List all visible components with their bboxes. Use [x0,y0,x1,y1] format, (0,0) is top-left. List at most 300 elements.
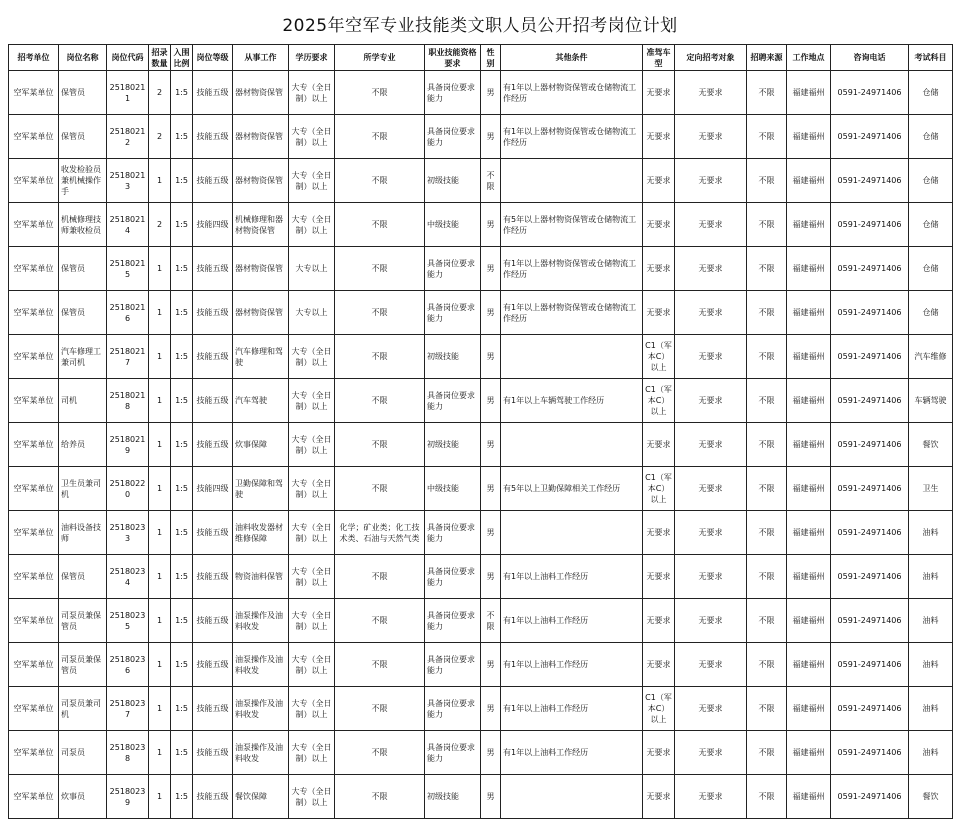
cell-gender: 男 [481,379,501,423]
cell-location: 福建福州 [787,555,831,599]
table-row [9,467,953,511]
cell-subject: 车辆驾驶 [909,379,953,423]
cell-phone: 0591-24971406 [831,291,909,335]
table-row [9,643,953,687]
cell-other: 有1年以上油料工作经历 [501,687,643,731]
cell-subject: 仓储 [909,115,953,159]
table-row [9,71,953,115]
cell-quantity: 1 [149,599,171,643]
cell-phone: 0591-24971406 [831,379,909,423]
cell-code: 25180233 [107,511,149,555]
cell-code: 25180212 [107,115,149,159]
cell-quantity: 1 [149,555,171,599]
cell-quantity: 1 [149,511,171,555]
table-row [9,159,953,203]
cell-skill: 具备岗位要求能力 [425,687,481,731]
cell-phone: 0591-24971406 [831,599,909,643]
cell-level: 技能五级 [193,599,233,643]
cell-source: 不限 [747,159,787,203]
cell-ratio: 1:5 [171,555,193,599]
cell-quantity: 1 [149,423,171,467]
cell-subject: 餐饮 [909,775,953,819]
header-position: 岗位名称 [59,45,107,71]
table-row [9,731,953,775]
cell-target: 无要求 [675,291,747,335]
cell-education: 大专（全日制）以上 [289,335,335,379]
cell-position: 司机 [59,379,107,423]
cell-ratio: 1:5 [171,643,193,687]
cell-position: 司泵员兼司机 [59,687,107,731]
cell-level: 技能五级 [193,687,233,731]
cell-skill: 具备岗位要求能力 [425,247,481,291]
cell-position: 卫生员兼司机 [59,467,107,511]
cell-license: 无要求 [643,511,675,555]
cell-ratio: 1:5 [171,775,193,819]
cell-quantity: 1 [149,775,171,819]
cell-work: 油泵操作及油料收发 [233,687,289,731]
cell-code: 25180213 [107,159,149,203]
cell-quantity: 1 [149,643,171,687]
cell-location: 福建福州 [787,159,831,203]
cell-unit: 空军某单位 [9,511,59,555]
cell-code: 25180215 [107,247,149,291]
cell-major: 不限 [335,687,425,731]
header-other: 其他条件 [501,45,643,71]
cell-major: 不限 [335,71,425,115]
cell-phone: 0591-24971406 [831,247,909,291]
cell-ratio: 1:5 [171,335,193,379]
cell-education: 大专（全日制）以上 [289,379,335,423]
cell-level: 技能五级 [193,775,233,819]
cell-education: 大专（全日制）以上 [289,467,335,511]
cell-source: 不限 [747,335,787,379]
cell-skill: 具备岗位要求能力 [425,115,481,159]
header-code: 岗位代码 [107,45,149,71]
cell-unit: 空军某单位 [9,555,59,599]
cell-level: 技能五级 [193,511,233,555]
cell-education: 大专（全日制）以上 [289,775,335,819]
cell-ratio: 1:5 [171,687,193,731]
cell-level: 技能四级 [193,203,233,247]
cell-location: 福建福州 [787,687,831,731]
cell-source: 不限 [747,71,787,115]
cell-code: 25180236 [107,643,149,687]
cell-ratio: 1:5 [171,511,193,555]
cell-unit: 空军某单位 [9,731,59,775]
cell-subject: 仓储 [909,247,953,291]
cell-education: 大专（全日制）以上 [289,203,335,247]
table-row [9,775,953,819]
cell-level: 技能五级 [193,335,233,379]
cell-quantity: 1 [149,731,171,775]
cell-work: 器材物资保管 [233,247,289,291]
cell-source: 不限 [747,643,787,687]
cell-gender: 男 [481,423,501,467]
cell-source: 不限 [747,511,787,555]
cell-position: 司泵员兼保管员 [59,599,107,643]
cell-quantity: 1 [149,159,171,203]
cell-license: 无要求 [643,423,675,467]
cell-other: 有5年以上卫勤保障相关工作经历 [501,467,643,511]
cell-position: 司泵员兼保管员 [59,643,107,687]
cell-work: 器材物资保管 [233,71,289,115]
cell-target: 无要求 [675,511,747,555]
cell-unit: 空军某单位 [9,423,59,467]
cell-position: 保管员 [59,71,107,115]
cell-major: 不限 [335,115,425,159]
cell-major: 化学；矿业类；化工技术类、石油与天然气类 [335,511,425,555]
cell-ratio: 1:5 [171,159,193,203]
cell-gender: 男 [481,687,501,731]
cell-level: 技能五级 [193,731,233,775]
cell-ratio: 1:5 [171,203,193,247]
table-row [9,335,953,379]
cell-major: 不限 [335,379,425,423]
cell-skill: 初级技能 [425,159,481,203]
cell-unit: 空军某单位 [9,643,59,687]
cell-position: 保管员 [59,291,107,335]
cell-code: 25180217 [107,335,149,379]
cell-gender: 男 [481,203,501,247]
cell-other: 有1年以上车辆驾驶工作经历 [501,379,643,423]
table-row [9,247,953,291]
cell-location: 福建福州 [787,731,831,775]
cell-unit: 空军某单位 [9,291,59,335]
cell-code: 25180234 [107,555,149,599]
header-unit: 招考单位 [9,45,59,71]
cell-target: 无要求 [675,379,747,423]
cell-work: 汽车驾驶 [233,379,289,423]
cell-target: 无要求 [675,71,747,115]
cell-source: 不限 [747,599,787,643]
cell-work: 油泵操作及油料收发 [233,731,289,775]
cell-education: 大专（全日制）以上 [289,71,335,115]
cell-phone: 0591-24971406 [831,159,909,203]
cell-gender: 男 [481,731,501,775]
cell-position: 汽车修理工兼司机 [59,335,107,379]
cell-license: 无要求 [643,291,675,335]
cell-skill: 初级技能 [425,775,481,819]
cell-skill: 具备岗位要求能力 [425,555,481,599]
cell-subject: 仓储 [909,291,953,335]
cell-license: 无要求 [643,71,675,115]
cell-source: 不限 [747,379,787,423]
header-quantity: 招录数量 [149,45,171,71]
cell-phone: 0591-24971406 [831,643,909,687]
cell-unit: 空军某单位 [9,775,59,819]
cell-skill: 具备岗位要求能力 [425,291,481,335]
cell-other: 有1年以上器材物资保管或仓储物流工作经历 [501,115,643,159]
cell-education: 大专（全日制）以上 [289,731,335,775]
cell-source: 不限 [747,467,787,511]
cell-license: C1（军本C）以上 [643,379,675,423]
cell-quantity: 2 [149,115,171,159]
cell-quantity: 1 [149,687,171,731]
cell-location: 福建福州 [787,115,831,159]
cell-ratio: 1:5 [171,291,193,335]
cell-quantity: 2 [149,203,171,247]
cell-skill: 具备岗位要求能力 [425,599,481,643]
cell-major: 不限 [335,599,425,643]
cell-location: 福建福州 [787,71,831,115]
cell-subject: 餐饮 [909,423,953,467]
cell-source: 不限 [747,247,787,291]
cell-quantity: 1 [149,247,171,291]
cell-license: 无要求 [643,203,675,247]
cell-level: 技能四级 [193,467,233,511]
cell-major: 不限 [335,775,425,819]
cell-gender: 男 [481,467,501,511]
cell-location: 福建福州 [787,247,831,291]
cell-code: 25180216 [107,291,149,335]
cell-phone: 0591-24971406 [831,71,909,115]
cell-education: 大专（全日制）以上 [289,555,335,599]
cell-code: 25180239 [107,775,149,819]
cell-phone: 0591-24971406 [831,775,909,819]
cell-subject: 仓储 [909,71,953,115]
header-ratio: 入围比例 [171,45,193,71]
cell-position: 保管员 [59,115,107,159]
cell-code: 25180220 [107,467,149,511]
cell-subject: 油料 [909,511,953,555]
cell-position: 收发检验员兼机械操作手 [59,159,107,203]
table-row [9,511,953,555]
cell-target: 无要求 [675,467,747,511]
header-subject: 考试科目 [909,45,953,71]
cell-major: 不限 [335,423,425,467]
cell-level: 技能五级 [193,291,233,335]
recruitment-table [8,44,953,819]
cell-education: 大专以上 [289,291,335,335]
cell-unit: 空军某单位 [9,115,59,159]
cell-license: C1（军本C）以上 [643,335,675,379]
cell-gender: 男 [481,247,501,291]
cell-other [501,159,643,203]
cell-education: 大专（全日制）以上 [289,115,335,159]
cell-major: 不限 [335,643,425,687]
cell-work: 器材物资保管 [233,291,289,335]
cell-gender: 不限 [481,159,501,203]
cell-source: 不限 [747,291,787,335]
cell-code: 25180211 [107,71,149,115]
cell-work: 器材物资保管 [233,159,289,203]
cell-level: 技能五级 [193,379,233,423]
table-row [9,203,953,247]
cell-code: 25180235 [107,599,149,643]
cell-license: 无要求 [643,159,675,203]
cell-skill: 具备岗位要求能力 [425,71,481,115]
header-gender: 性别 [481,45,501,71]
cell-work: 汽车修理和驾驶 [233,335,289,379]
cell-quantity: 1 [149,291,171,335]
cell-target: 无要求 [675,423,747,467]
cell-location: 福建福州 [787,291,831,335]
cell-subject: 汽车维修 [909,335,953,379]
cell-source: 不限 [747,115,787,159]
table-row [9,599,953,643]
cell-level: 技能五级 [193,247,233,291]
cell-target: 无要求 [675,203,747,247]
cell-level: 技能五级 [193,423,233,467]
cell-location: 福建福州 [787,203,831,247]
cell-major: 不限 [335,247,425,291]
cell-skill: 具备岗位要求能力 [425,511,481,555]
cell-major: 不限 [335,203,425,247]
cell-education: 大专以上 [289,247,335,291]
cell-education: 大专（全日制）以上 [289,423,335,467]
cell-quantity: 1 [149,379,171,423]
cell-skill: 中级技能 [425,203,481,247]
cell-quantity: 1 [149,467,171,511]
header-location: 工作地点 [787,45,831,71]
cell-gender: 男 [481,643,501,687]
cell-ratio: 1:5 [171,379,193,423]
cell-major: 不限 [335,291,425,335]
cell-level: 技能五级 [193,555,233,599]
cell-position: 炊事员 [59,775,107,819]
cell-quantity: 1 [149,335,171,379]
cell-location: 福建福州 [787,423,831,467]
cell-unit: 空军某单位 [9,599,59,643]
cell-work: 器材物资保管 [233,115,289,159]
cell-level: 技能五级 [193,71,233,115]
cell-ratio: 1:5 [171,599,193,643]
cell-major: 不限 [335,335,425,379]
cell-target: 无要求 [675,687,747,731]
cell-code: 25180238 [107,731,149,775]
table-row [9,687,953,731]
cell-code: 25180218 [107,379,149,423]
header-work: 从事工作 [233,45,289,71]
header-major: 所学专业 [335,45,425,71]
cell-unit: 空军某单位 [9,335,59,379]
cell-education: 大专（全日制）以上 [289,511,335,555]
cell-source: 不限 [747,687,787,731]
cell-gender: 男 [481,775,501,819]
cell-location: 福建福州 [787,511,831,555]
cell-other [501,775,643,819]
cell-other: 有5年以上器材物资保管或仓储物流工作经历 [501,203,643,247]
cell-ratio: 1:5 [171,731,193,775]
cell-target: 无要求 [675,247,747,291]
cell-other: 有1年以上器材物资保管或仓储物流工作经历 [501,291,643,335]
cell-position: 司泵员 [59,731,107,775]
cell-ratio: 1:5 [171,423,193,467]
cell-work: 油泵操作及油料收发 [233,643,289,687]
cell-major: 不限 [335,467,425,511]
cell-work: 油料收发器材维修保障 [233,511,289,555]
cell-skill: 具备岗位要求能力 [425,379,481,423]
cell-ratio: 1:5 [171,467,193,511]
table-header-row [9,45,953,71]
cell-source: 不限 [747,423,787,467]
cell-position: 保管员 [59,555,107,599]
cell-subject: 卫生 [909,467,953,511]
cell-unit: 空军某单位 [9,159,59,203]
cell-work: 机械修理和器材物资保管 [233,203,289,247]
cell-location: 福建福州 [787,467,831,511]
cell-work: 餐饮保障 [233,775,289,819]
cell-position: 给养员 [59,423,107,467]
cell-location: 福建福州 [787,643,831,687]
cell-unit: 空军某单位 [9,203,59,247]
cell-phone: 0591-24971406 [831,731,909,775]
cell-gender: 男 [481,555,501,599]
cell-work: 物资油料保管 [233,555,289,599]
cell-other [501,511,643,555]
header-phone: 咨询电话 [831,45,909,71]
cell-other: 有1年以上器材物资保管或仓储物流工作经历 [501,71,643,115]
cell-code: 25180214 [107,203,149,247]
header-level: 岗位等级 [193,45,233,71]
cell-subject: 油料 [909,731,953,775]
cell-target: 无要求 [675,555,747,599]
cell-other: 有1年以上油料工作经历 [501,643,643,687]
cell-work: 油泵操作及油料收发 [233,599,289,643]
cell-skill: 具备岗位要求能力 [425,643,481,687]
cell-major: 不限 [335,555,425,599]
cell-code: 25180219 [107,423,149,467]
cell-location: 福建福州 [787,335,831,379]
cell-license: 无要求 [643,775,675,819]
cell-unit: 空军某单位 [9,379,59,423]
cell-education: 大专（全日制）以上 [289,599,335,643]
cell-source: 不限 [747,775,787,819]
cell-target: 无要求 [675,643,747,687]
cell-subject: 油料 [909,687,953,731]
cell-skill: 初级技能 [425,335,481,379]
cell-phone: 0591-24971406 [831,423,909,467]
cell-other: 有1年以上油料工作经历 [501,731,643,775]
cell-location: 福建福州 [787,599,831,643]
cell-phone: 0591-24971406 [831,467,909,511]
table-row [9,423,953,467]
cell-target: 无要求 [675,159,747,203]
cell-education: 大专（全日制）以上 [289,159,335,203]
cell-work: 卫勤保障和驾驶 [233,467,289,511]
cell-subject: 油料 [909,555,953,599]
cell-other: 有1年以上油料工作经历 [501,555,643,599]
cell-skill: 具备岗位要求能力 [425,731,481,775]
cell-unit: 空军某单位 [9,71,59,115]
cell-level: 技能五级 [193,159,233,203]
cell-subject: 仓储 [909,159,953,203]
cell-target: 无要求 [675,115,747,159]
cell-license: 无要求 [643,247,675,291]
cell-license: C1（军本C）以上 [643,467,675,511]
cell-ratio: 1:5 [171,247,193,291]
cell-other: 有1年以上油料工作经历 [501,599,643,643]
cell-location: 福建福州 [787,379,831,423]
cell-phone: 0591-24971406 [831,203,909,247]
cell-skill: 初级技能 [425,423,481,467]
cell-license: 无要求 [643,599,675,643]
cell-phone: 0591-24971406 [831,555,909,599]
cell-ratio: 1:5 [171,71,193,115]
cell-unit: 空军某单位 [9,247,59,291]
header-license: 准驾车型 [643,45,675,71]
cell-target: 无要求 [675,731,747,775]
cell-unit: 空军某单位 [9,467,59,511]
cell-location: 福建福州 [787,775,831,819]
cell-unit: 空军某单位 [9,687,59,731]
cell-target: 无要求 [675,335,747,379]
cell-source: 不限 [747,203,787,247]
header-skill: 职业技能资格要求 [425,45,481,71]
cell-phone: 0591-24971406 [831,335,909,379]
cell-work: 炊事保障 [233,423,289,467]
table-row [9,379,953,423]
